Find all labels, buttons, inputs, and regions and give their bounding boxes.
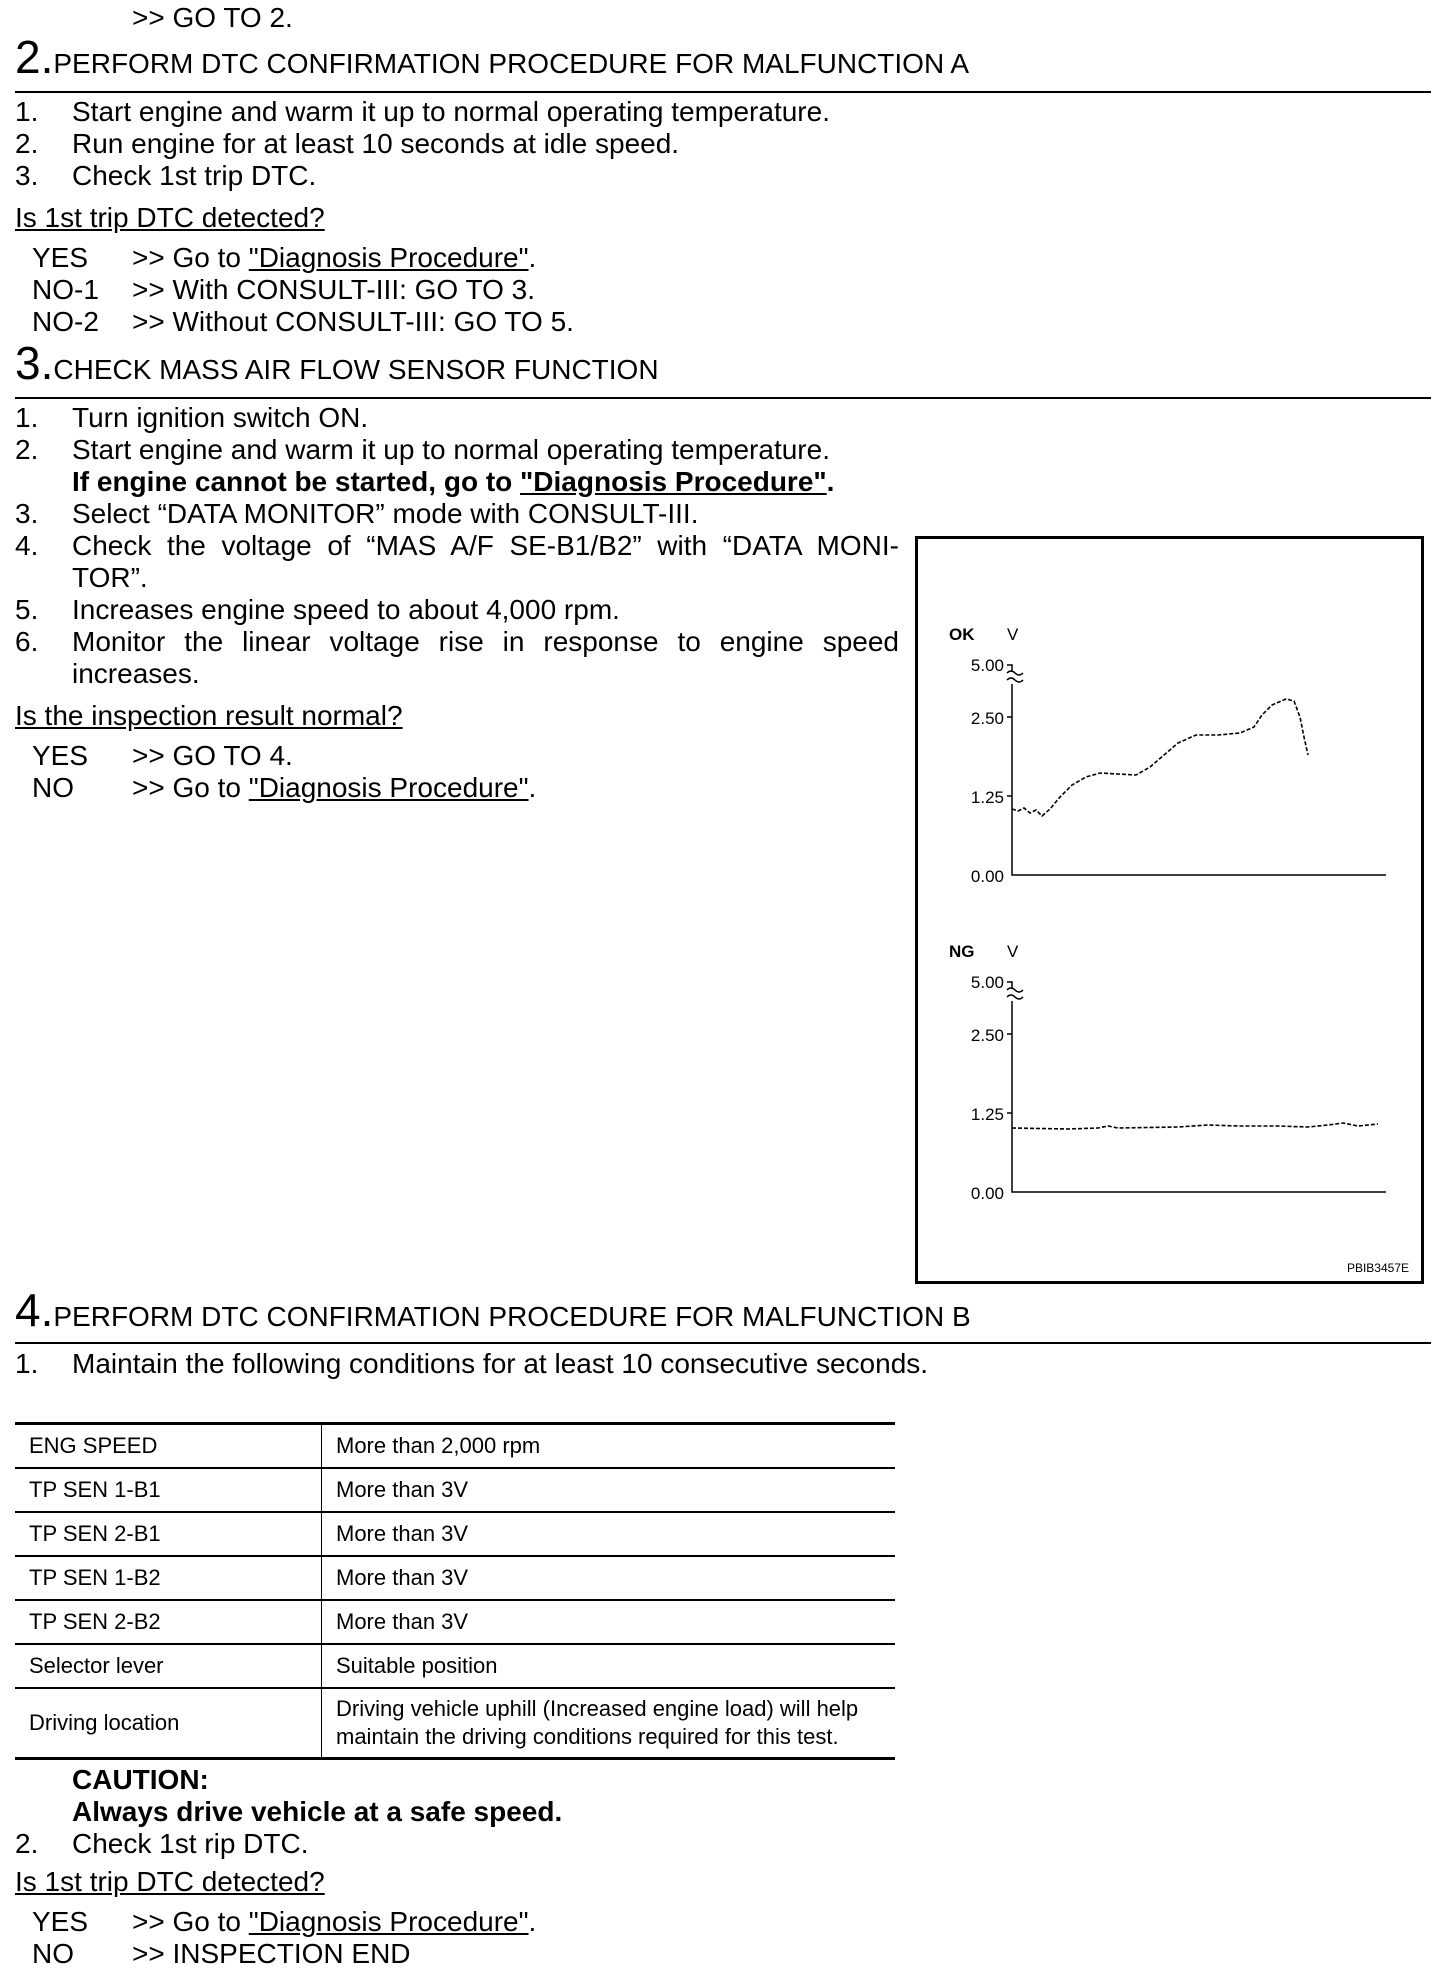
table-cell-value: More than 3V <box>322 1556 896 1600</box>
voltage-graph-figure <box>915 536 1424 1284</box>
step3-item-text-cont: increases. <box>72 658 200 689</box>
table-cell-value: More than 3V <box>322 1468 896 1512</box>
step3-note <box>72 466 834 498</box>
answer-text: >> Go to <box>132 1906 249 1937</box>
step3-item-text: Increases engine speed to about 4,000 rpm. <box>72 594 620 625</box>
step4-item-number: 1. <box>15 1348 39 1379</box>
step2-rule <box>15 91 1431 93</box>
step3-item-number: 2. <box>15 434 39 465</box>
step3-item-number: 1. <box>15 402 39 433</box>
step2-answer-no2: >> Without CONSULT-III: GO TO 5. <box>132 306 574 337</box>
step4-number: 4. <box>15 1284 54 1336</box>
table-cell-value: Driving vehicle uphill (Increased engine load) will help maintain the driving conditions required for this test. <box>322 1688 896 1759</box>
step3-item-text-cont: TOR”. <box>72 562 148 593</box>
ng-axes <box>1007 982 1386 1192</box>
step3-item-number: 6. <box>15 626 39 657</box>
table-cell-key: TP SEN 1-B1 <box>15 1468 322 1512</box>
table-row <box>15 1556 895 1600</box>
ng-tick-label: 0.00 <box>970 1184 1004 1203</box>
diagnosis-procedure-link[interactable]: "Diagnosis Procedure" <box>520 466 827 497</box>
caution-title: CAUTION: <box>72 1764 209 1795</box>
table-row <box>15 1468 895 1512</box>
ng-tick-label: 1.25 <box>970 1105 1004 1124</box>
answer-suffix: . <box>528 242 537 273</box>
table-cell-value: More than 3V <box>322 1512 896 1556</box>
table-cell-key: Driving location <box>15 1688 322 1759</box>
step4-title: PERFORM DTC CONFIRMATION PROCEDURE FOR MALFUNCTION B <box>53 1301 971 1332</box>
step2-item-number: 2. <box>15 128 39 159</box>
step3-item-text: Turn ignition switch ON. <box>72 402 369 433</box>
step3-answer-no <box>132 772 536 804</box>
table-cell-key: TP SEN 2-B2 <box>15 1600 322 1644</box>
answer-suffix: . <box>528 1906 537 1937</box>
top-goto-text: >> GO TO 2. <box>132 2 293 33</box>
step2-answer-yes <box>132 242 536 274</box>
step4-answer-label: YES <box>32 1906 89 1937</box>
ng-label: NG <box>949 942 975 961</box>
table-cell-key: Selector lever <box>15 1644 322 1688</box>
step3-item-number: 3. <box>15 498 39 529</box>
step3-item-text: Monitor the linear voltage rise in response to engine speed <box>72 626 899 657</box>
ok-tick-label: 5.00 <box>970 656 1004 675</box>
note-suffix: . <box>826 466 835 497</box>
step2-number: 2. <box>15 31 54 83</box>
step4-rule <box>15 1342 1431 1344</box>
answer-text: >> Go to <box>132 242 249 273</box>
ok-unit-label: V <box>1007 625 1019 644</box>
step2-item-text: Start engine and warm it up to normal operating temperature. <box>72 96 830 127</box>
ok-axes <box>1007 665 1386 875</box>
step3-item-text: Start engine and warm it up to normal operating temperature. <box>72 434 830 465</box>
answer-text: >> Go to <box>132 772 249 803</box>
step4-question: Is 1st trip DTC detected? <box>15 1866 325 1897</box>
step4-item-text: Check 1st rip DTC. <box>72 1828 309 1859</box>
step3-number: 3. <box>15 337 54 389</box>
step2-title: PERFORM DTC CONFIRMATION PROCEDURE FOR MALFUNCTION A <box>53 48 970 79</box>
step4-answer-no: >> INSPECTION END <box>132 1938 411 1969</box>
diagnosis-procedure-link[interactable]: "Diagnosis Procedure" <box>248 1906 529 1937</box>
table-cell-value: More than 2,000 rpm <box>322 1424 896 1469</box>
voltage-graph-svg <box>918 539 1421 1281</box>
step3-answer-label: YES <box>32 740 89 771</box>
step4-answer-yes <box>132 1906 536 1938</box>
step3-answer-yes: >> GO TO 4. <box>132 740 293 771</box>
step3-item-number: 5. <box>15 594 39 625</box>
step2-question: Is 1st trip DTC detected? <box>15 202 325 233</box>
table-row <box>15 1600 895 1644</box>
step2-item-text: Check 1st trip DTC. <box>72 160 317 191</box>
step2-answer-label: NO-2 <box>32 306 99 337</box>
step4-item-number: 2. <box>15 1828 39 1859</box>
table-row <box>15 1688 895 1759</box>
ok-voltage-trace <box>1012 699 1308 816</box>
figure-code: PBIB3457E <box>1346 1261 1409 1275</box>
step2-item-text: Run engine for at least 10 seconds at idle speed. <box>72 128 680 159</box>
step3-answer-label: NO <box>32 772 74 803</box>
ok-tick-label: 1.25 <box>970 788 1004 807</box>
step2-heading <box>15 32 969 82</box>
step2-answer-label: NO-1 <box>32 274 99 305</box>
step4-answer-label: NO <box>32 1938 74 1969</box>
step2-item-number: 1. <box>15 96 39 127</box>
ok-tick-label: 2.50 <box>970 709 1004 728</box>
conditions-table <box>15 1422 895 1760</box>
step2-answer-label: YES <box>32 242 89 273</box>
step2-answer-no1: >> With CONSULT-III: GO TO 3. <box>132 274 535 305</box>
step3-item-number: 4. <box>15 530 39 561</box>
step3-question: Is the inspection result normal? <box>15 700 403 731</box>
ng-voltage-trace <box>1012 1123 1378 1129</box>
diagnosis-procedure-link[interactable]: "Diagnosis Procedure" <box>248 772 529 803</box>
ng-tick-label: 2.50 <box>970 1026 1004 1045</box>
ng-unit-label: V <box>1007 942 1019 961</box>
note-text: If engine cannot be started, go to <box>72 466 521 497</box>
ok-tick-label: 0.00 <box>970 867 1004 886</box>
table-cell-value: More than 3V <box>322 1600 896 1644</box>
table-cell-value: Suitable position <box>322 1644 896 1688</box>
table-cell-key: ENG SPEED <box>15 1424 322 1469</box>
step3-title: CHECK MASS AIR FLOW SENSOR FUNCTION <box>53 354 659 385</box>
ng-tick-label: 5.00 <box>970 973 1004 992</box>
table-cell-key: TP SEN 2-B1 <box>15 1512 322 1556</box>
step3-rule <box>15 397 1431 399</box>
answer-suffix: . <box>528 772 537 803</box>
table-row <box>15 1512 895 1556</box>
ok-label: OK <box>949 625 975 644</box>
step3-heading <box>15 338 659 388</box>
table-row <box>15 1424 895 1469</box>
caution-text: Always drive vehicle at a safe speed. <box>72 1796 563 1827</box>
step4-heading <box>15 1285 971 1335</box>
table-row <box>15 1644 895 1688</box>
step4-item-text: Maintain the following conditions for at least 10 consecutive seconds. <box>72 1348 929 1379</box>
table-cell-key: TP SEN 1-B2 <box>15 1556 322 1600</box>
step3-item-text: Select “DATA MONITOR” mode with CONSULT-III. <box>72 498 699 529</box>
step3-item-text: Check the voltage of “MAS A/F SE-B1/B2” with “DATA MONI- <box>72 530 899 561</box>
diagnosis-procedure-link[interactable]: "Diagnosis Procedure" <box>248 242 529 273</box>
step2-item-number: 3. <box>15 160 39 191</box>
